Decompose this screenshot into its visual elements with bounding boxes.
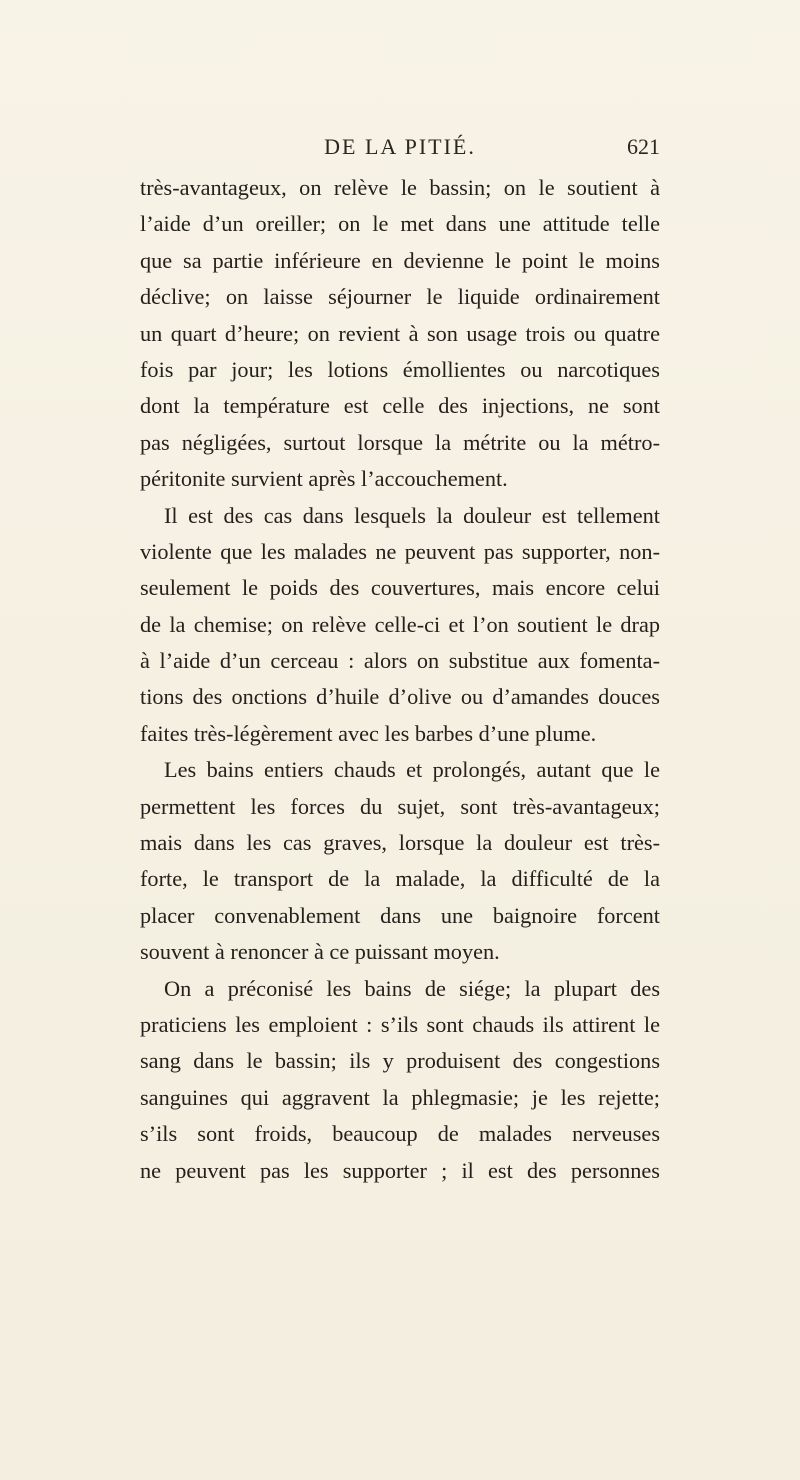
text-line: que sa partie inférieure en devienne le point le moins xyxy=(140,247,660,273)
text-line: violente que les malades ne peuvent pas supporter, non- xyxy=(140,538,660,564)
page-number: 621 xyxy=(627,134,660,159)
paragraph-end-line: péritonite survient après l’accouchement. xyxy=(140,466,508,492)
paragraph-end-line: faites très-légèrement avec les barbes d’une plume. xyxy=(140,720,597,746)
text-line: sanguines qui aggravent la phlegmasie; je les rejette; xyxy=(140,1084,660,1110)
text-line: mais dans les cas graves, lorsque la douleur est très- xyxy=(140,830,660,856)
text-line: de la chemise; on relève celle-ci et l’on soutient le drap xyxy=(140,611,660,637)
paragraph-start-line: Les bains entiers chauds et prolongés, autant que le xyxy=(164,757,660,783)
page-header xyxy=(140,134,660,170)
text-line: seulement le poids des couvertures, mais encore celui xyxy=(140,575,660,601)
text-line: pas négligées, surtout lorsque la métrite ou la métro- xyxy=(140,429,660,455)
body-text xyxy=(140,170,660,1189)
text-line: ne peuvent pas les supporter ; il est des personnes xyxy=(140,1157,660,1183)
paragraph-start-line: On a préconisé les bains de siége; la plupart des xyxy=(164,975,660,1001)
text-line: l’aide d’un oreiller; on le met dans une attitude telle xyxy=(140,211,660,237)
text-line: permettent les forces du sujet, sont très-avantageux; xyxy=(140,793,660,819)
text-line: s’ils sont froids, beaucoup de malades nerveuses xyxy=(140,1121,660,1147)
text-line: placer convenablement dans une baignoire forcent xyxy=(140,902,660,928)
text-line: tions des onctions d’huile d’olive ou d’amandes douces xyxy=(140,684,660,710)
text-line: déclive; on laisse séjourner le liquide ordinairement xyxy=(140,284,660,310)
text-line: très-avantageux, on relève le bassin; on le soutient à xyxy=(140,175,660,200)
paragraph-start-line: Il est des cas dans lesquels la douleur est tellement xyxy=(164,502,660,528)
text-line: à l’aide d’un cerceau : alors on substitue aux fomenta- xyxy=(140,648,660,674)
text-line: dont la température est celle des injections, ne sont xyxy=(140,393,660,419)
running-title: DE LA PITIÉ. xyxy=(324,134,476,159)
text-line: praticiens les emploient : s’ils sont chauds ils attirent le xyxy=(140,1011,660,1037)
paragraph-end-line: souvent à renoncer à ce puissant moyen. xyxy=(140,939,500,965)
text-line: un quart d’heure; on revient à son usage trois ou quatre xyxy=(140,320,660,346)
text-line: forte, le transport de la malade, la difficulté de la xyxy=(140,866,660,892)
text-line: sang dans le bassin; ils y produisent des congestions xyxy=(140,1048,660,1074)
text-line: fois par jour; les lotions émollientes ou narcotiques xyxy=(140,356,660,382)
